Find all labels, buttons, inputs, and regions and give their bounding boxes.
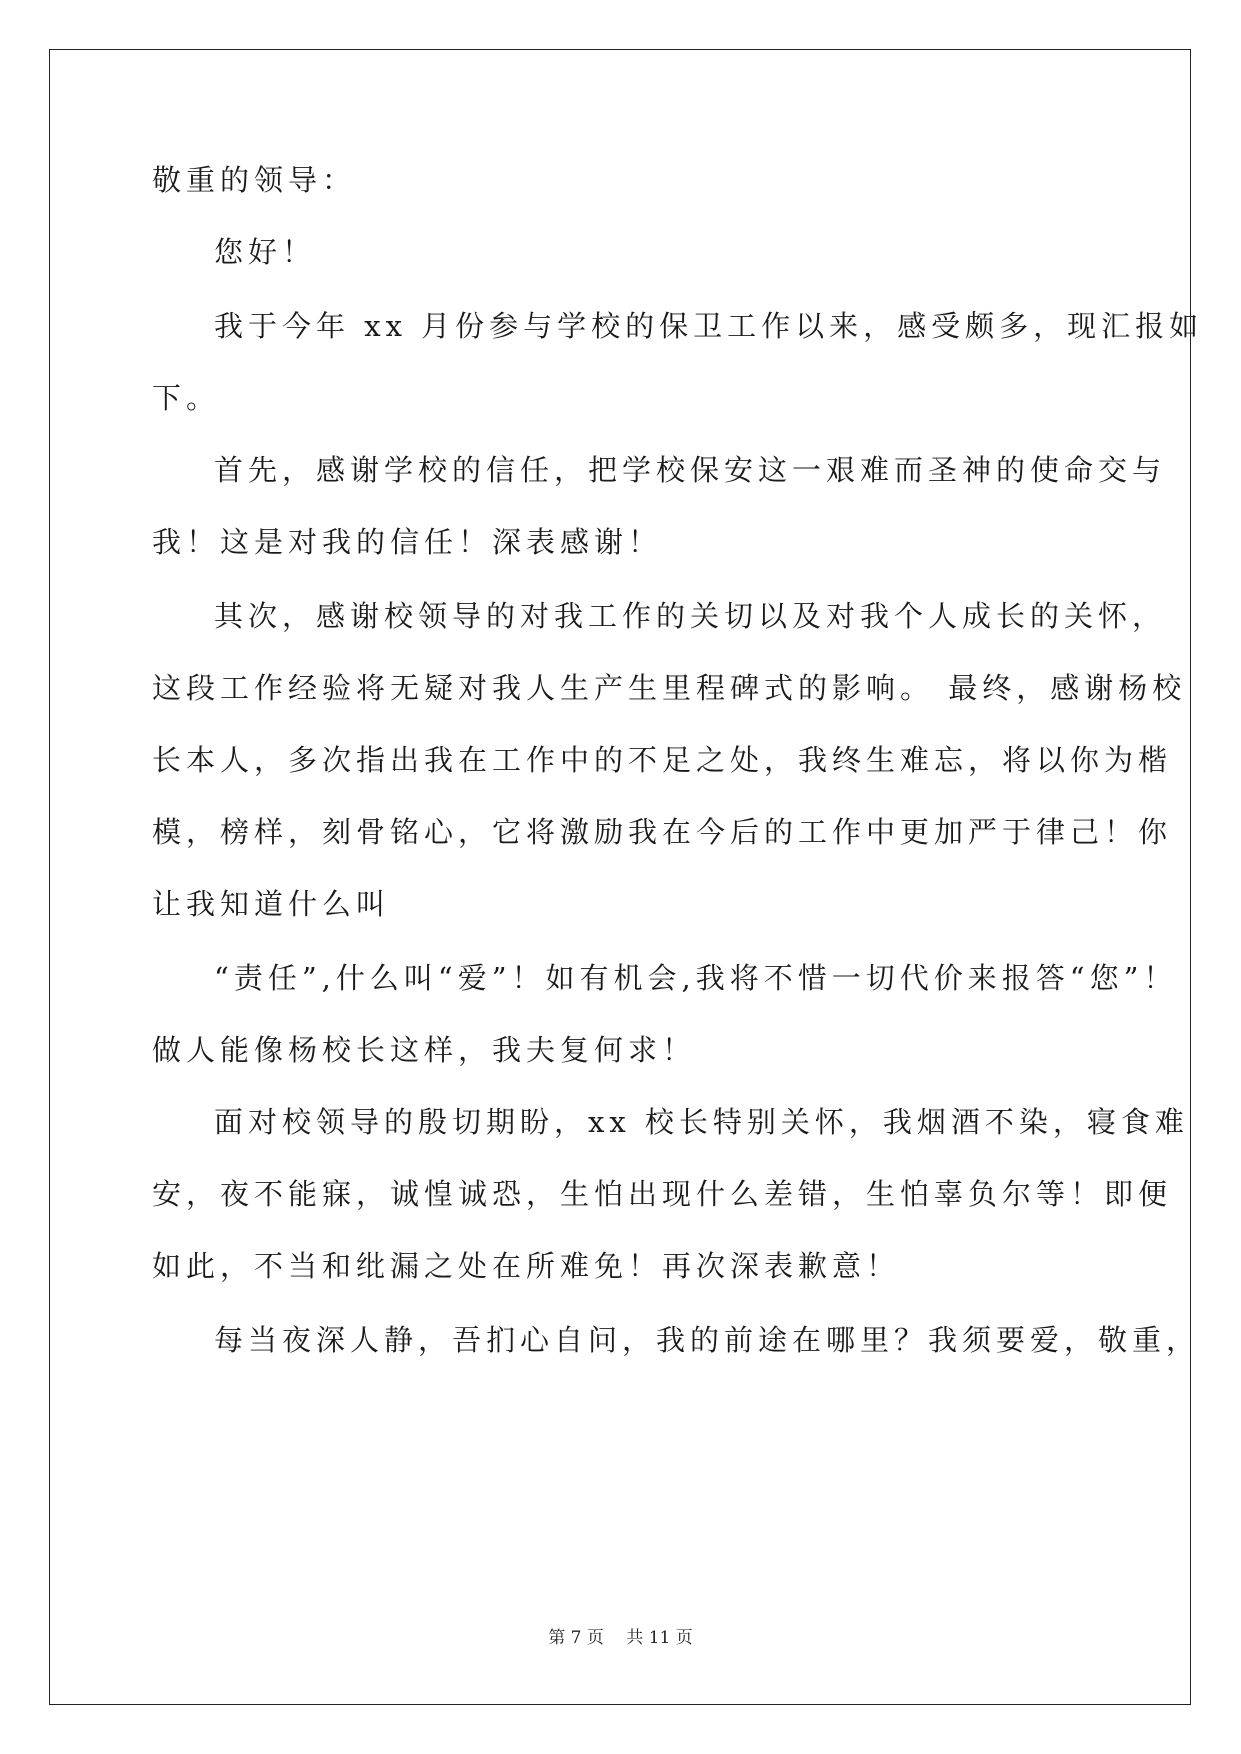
- greeting: 您好！: [214, 235, 317, 269]
- paragraph-line: 其次，感谢校领导的对我工作的关切以及对我个人成长的关怀，: [214, 599, 1167, 633]
- paragraph-line: 让我知道什么叫: [152, 887, 391, 921]
- paragraph-line: “责任”,什么叫“爱”！如有机会,我将不惜一切代价来报答“您”！: [214, 961, 1178, 995]
- paragraph-line: 我！这是对我的信任！深表感谢！: [152, 525, 663, 559]
- paragraph-line: 安，夜不能寐，诚惶诚恐，生怕出现什么差错，生怕辜负尔等！即便: [152, 1177, 1173, 1211]
- salutation: 敬重的领导：: [152, 163, 357, 197]
- paragraph-line: 我于今年 xx 月份参与学校的保卫工作以来，感受颇多，现汇报如: [214, 309, 1204, 343]
- paragraph-line: 每当夜深人静，吾扪心自问，我的前途在哪里？我须要爱，敬重，: [214, 1323, 1201, 1357]
- paragraph-line: 面对校领导的殷切期盼，xx 校长特别关怀，我烟酒不染，寝食难: [214, 1105, 1189, 1139]
- page-number-footer: 第 7 页 共 11 页: [548, 1628, 693, 1648]
- paragraph-line: 这段工作经验将无疑对我人生产生里程碑式的影响。 最终，感谢杨校: [152, 671, 1187, 705]
- paragraph-line: 模，榜样，刻骨铭心，它将激励我在今后的工作中更加严于律己！你: [152, 815, 1173, 849]
- paragraph-line: 如此，不当和纰漏之处在所难免！再次深表歉意！: [152, 1249, 901, 1283]
- paragraph-line: 首先，感谢学校的信任，把学校保安这一艰难而圣神的使命交与: [214, 453, 1167, 487]
- page-border: [49, 49, 1191, 1705]
- paragraph-line: 做人能像杨校长这样，我夫复何求！: [152, 1033, 697, 1067]
- paragraph-line: 下。: [152, 381, 221, 415]
- paragraph-line: 长本人，多次指出我在工作中的不足之处，我终生难忘，将以你为楷: [152, 743, 1173, 777]
